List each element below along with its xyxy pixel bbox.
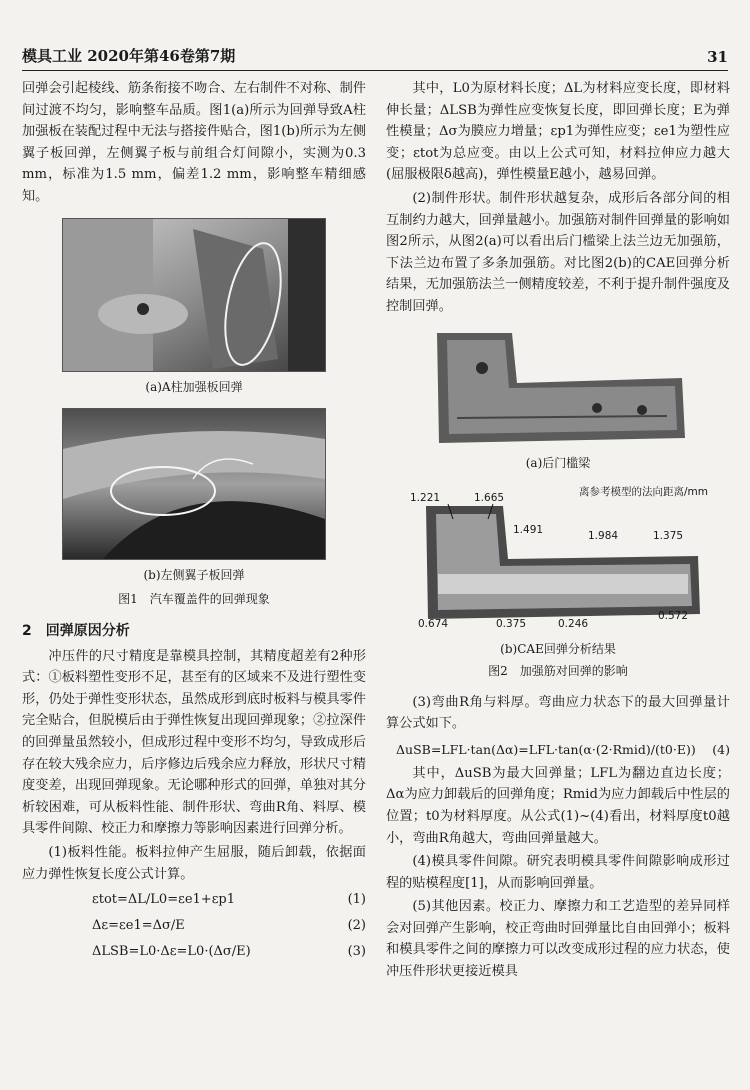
paragraph: 其中，L0为原材料长度；ΔL为材料应变长度，即材料伸长量；ΔLSB为弹性应变恢复长度，即回弹长度；E为弹性模量；Δσ为膜应力增量；εp1为弹性应变；εe1为塑性应变；εtot为总应变。由以上公式可知，材料拉伸应力越大(屈服极限δ越高)，弹性模量E越小，越易回弹。 [386,81,730,183]
a-pillar-photo [63,219,325,371]
cae-label: 0.572 [658,609,689,622]
paragraph: (3)弯曲R角与料厚。弯曲应力状态下的最大回弹量计算公式如下。 [386,694,730,732]
figure-2b-container [408,484,708,634]
paragraph: (1)板料性能。板料拉伸产生屈服，随后卸载，依据面应力弹性恢复长度公式计算。 [22,844,366,882]
paragraph: (5)其他因素。校正力、摩擦力和工艺造型的差异同样会对回弹产生影响，校正弯曲时回弹量比自由回弹小；板料和模具零件之间的摩擦力可以改变成形过程的应力状态，使冲压件形状更接近模具 [386,899,730,980]
equation-text: Δε=εe1=Δσ/E [92,918,185,934]
cae-label: 1.491 [513,523,544,536]
figure-1b-caption: (b)左侧翼子板回弹 [143,567,245,582]
figure-2b-caption: (b)CAE回弹分析结果 [500,641,616,656]
paragraph: 冲压件的尺寸精度是靠模具控制，其精度超差有2种形式：①板料塑性变形不足，甚至有的区域来不及进行塑性变形，仍处于弹性变形状态，虽然成形到底时板料与模具零件完全贴合，但脱模后由于弹性恢复出现回弹现象；②拉深件的回弹量虽然较小，但成形过程中变形不均匀，导致成形后存在较大残余应力，后序修边后残余应力释放，形状尺寸精度变差，出现回弹现象。无论哪种形式的回弹，单独对其分析较困难，可从板料性能、制件形状、弯曲R角、料厚、模具零件间隙、校正力和摩擦力等影响因素进行回弹分析。 [22,648,366,837]
figure-1-caption: 图1 汽车覆盖件的回弹现象 [118,591,270,606]
figure-1a-photo [62,218,326,372]
journal-title: 模具工业 2020年第46卷第7期 [22,47,236,65]
equation-4 [386,737,730,763]
equation-text: εtot=ΔL/L0=εe1+εp1 [92,892,236,908]
equation-text: ΔuSB=LFL·tan(Δα)=LFL·tan(α·(2·Rmid)/(t0·E)) [396,741,696,757]
equation-text: ΔLSB=L0·Δε=L0·(Δσ/E) [92,944,251,960]
paragraph: 其中，ΔuSB为最大回弹量；LFL为翻边直边长度；Δα为应力卸载后的回弹角度；Rmid为应力卸载后中性层的位置；t0为材料厚度。从公式(1)~(4)看出，材料厚度t0越小，弯曲R角越大，弯曲回弹量越大。 [386,765,730,846]
paragraph: (2)制件形状。制件形状越复杂，成形后各部分间的相互制约力越大，回弹量越小。加强筋对制件回弹量的影响如图2所示，从图2(a)可以看出后门槛梁上法兰边无加强筋，下法兰边布置了多条加强筋。对比图2(b)的CAE回弹分析结果，无加强筋法兰一侧精度较差，不利于提升制件强度及控制回弹。 [386,190,730,314]
equation-number: (2) [347,918,366,934]
equation-3 [22,939,366,965]
cae-label: 0.674 [418,617,449,630]
section-title: 2 回弹原因分析 [22,622,130,639]
cae-label: 0.375 [496,617,527,630]
figure-2b-title: 离参考模型的法向距离/mm [579,485,708,498]
left-column [22,78,366,965]
figure-2a-image [427,328,689,448]
equation-number: (1) [347,892,366,908]
figure-2-caption: 图2 加强筋对回弹的影响 [488,663,628,678]
running-header [22,40,728,71]
page-number: 31 [707,48,728,66]
cae-label: 1.984 [588,529,619,542]
cae-label: 1.375 [653,529,684,542]
equation-number: (4) [712,741,730,757]
fender-photo [63,409,325,559]
paragraph: 回弹会引起棱线、筋条衔接不吻合、左右制件不对称、制件间过渡不均匀，影响整车品质。图1(a)所示为回弹导致A柱加强板在装配过程中无法与搭接件贴合，图1(b)所示为左侧翼子板回弹，左侧翼子板与前组合灯间隙小，实测为0.3 mm，标准为1.5 mm，偏差1.2 mm，影响整车精细感知。 [22,81,366,204]
figure-2a-caption: (a)后门槛梁 [525,455,591,470]
rocker-panel-render [427,328,689,448]
equation-1 [22,887,366,913]
equation-2 [22,913,366,939]
equation-number: (3) [347,944,366,960]
cae-label: 1.221 [410,491,441,504]
figure-1a-caption: (a)A柱加强板回弹 [145,379,243,394]
right-column [386,78,730,985]
cae-label: 1.665 [474,491,505,504]
figure-1b-photo [62,408,326,560]
paragraph: (4)模具零件间隙。研究表明模具零件间隙影响成形过程的贴模程度[1]，从而影响回弹量。 [386,854,730,891]
cae-label: 0.246 [558,617,589,630]
